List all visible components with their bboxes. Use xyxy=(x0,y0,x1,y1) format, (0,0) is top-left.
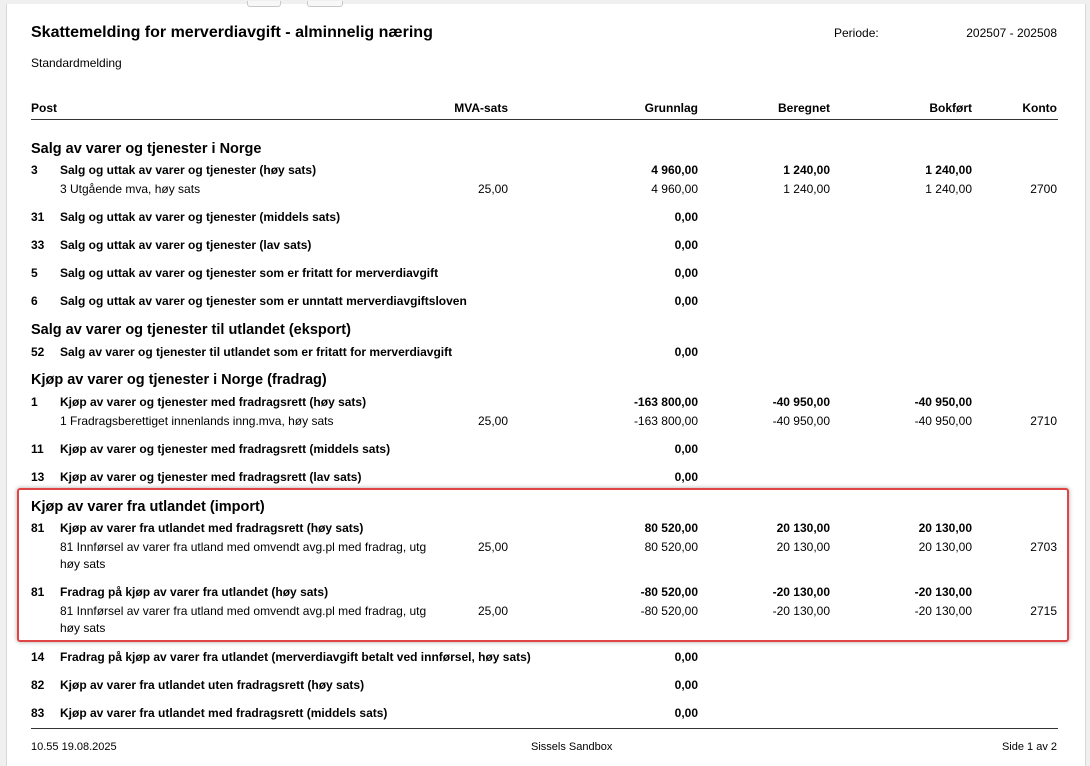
row-konto: 2703 xyxy=(1030,540,1057,554)
col-header-bokfort: Bokført xyxy=(929,101,972,115)
row-beregnet: 1 240,00 xyxy=(783,163,830,177)
row-bokfort: -40 950,00 xyxy=(914,414,972,428)
col-header-mva-sats: MVA-sats xyxy=(454,101,508,115)
row-post: 1 xyxy=(31,395,38,409)
row-sats: 25,00 xyxy=(477,414,508,428)
footer-rule xyxy=(31,728,1058,729)
row-text: Fradrag på kjøp av varer fra utlandet (høy sats) xyxy=(60,585,329,599)
period-label: Periode: xyxy=(834,26,879,40)
row-post: 13 xyxy=(31,470,45,484)
row-bokfort: -20 130,00 xyxy=(914,604,972,618)
row-grunnlag: 0,00 xyxy=(674,470,698,484)
col-header-konto: Konto xyxy=(1022,101,1057,115)
toolbar-tab-right[interactable] xyxy=(307,1,343,7)
row-grunnlag: -80 520,00 xyxy=(640,585,698,599)
row-bokfort: -20 130,00 xyxy=(914,585,972,599)
footer-timestamp: 10.55 19.08.2025 xyxy=(31,741,117,753)
row-beregnet: -40 950,00 xyxy=(772,395,830,409)
row-text: Salg og uttak av varer og tjenester som er unntatt merverdiavgiftsloven xyxy=(60,294,467,308)
col-header-post: Post xyxy=(31,101,58,115)
row-bokfort: 20 130,00 xyxy=(918,521,972,535)
section-title: Kjøp av varer fra utlandet (import) xyxy=(31,499,265,515)
row-grunnlag: 0,00 xyxy=(674,650,698,664)
period-value: 202507 - 202508 xyxy=(966,26,1057,40)
footer-page-number: Side 1 av 2 xyxy=(1001,741,1057,753)
row-grunnlag: 80 520,00 xyxy=(644,521,698,535)
row-beregnet: -40 950,00 xyxy=(772,414,830,428)
row-konto: 2715 xyxy=(1030,604,1057,618)
row-text: Salg av varer og tjenester til utlandet som er fritatt for merverdiavgift xyxy=(60,345,453,359)
row-grunnlag: 0,00 xyxy=(674,210,698,224)
row-sats: 25,00 xyxy=(477,604,508,618)
row-detail-text: 81 Innførsel av varer fra utland med omvendt avg.pl med fradrag, utg xyxy=(60,540,427,554)
row-text: Kjøp av varer fra utlandet uten fradragsrett (høy sats) xyxy=(60,678,365,692)
row-grunnlag: 4 960,00 xyxy=(651,182,698,196)
report-page xyxy=(6,4,1086,766)
row-detail-text: 81 Innførsel av varer fra utland med omvendt avg.pl med fradrag, utg xyxy=(60,604,427,618)
row-post: 81 xyxy=(31,585,45,599)
row-bokfort: -40 950,00 xyxy=(914,395,972,409)
row-sats: 25,00 xyxy=(477,182,508,196)
section-title: Salg av varer og tjenester i Norge xyxy=(31,141,262,157)
row-grunnlag: 0,00 xyxy=(674,345,698,359)
row-beregnet: 20 130,00 xyxy=(776,521,830,535)
row-post: 33 xyxy=(31,238,45,252)
row-detail-text-cont: høy sats xyxy=(60,621,106,635)
section-title: Salg av varer og tjenester til utlandet (eksport) xyxy=(31,322,351,338)
col-header-grunnlag: Grunnlag xyxy=(644,101,698,115)
row-text: Kjøp av varer og tjenester med fradragsrett (høy sats) xyxy=(60,395,367,409)
row-post: 3 xyxy=(31,163,38,177)
row-post: 52 xyxy=(31,345,45,359)
row-text: Kjøp av varer og tjenester med fradragsrett (middels sats) xyxy=(60,442,391,456)
row-grunnlag: -80 520,00 xyxy=(640,604,698,618)
row-beregnet: -20 130,00 xyxy=(772,585,830,599)
toolbar-tab-left[interactable] xyxy=(247,1,281,7)
row-post: 6 xyxy=(31,294,38,308)
row-grunnlag: 0,00 xyxy=(674,294,698,308)
row-text: Salg og uttak av varer og tjenester (middels sats) xyxy=(60,210,341,224)
row-detail-text: 1 Fradragsberettiget innenlands inng.mva, høy sats xyxy=(60,414,334,428)
col-header-beregnet: Beregnet xyxy=(777,101,830,115)
row-text: Salg og uttak av varer og tjenester (høy sats) xyxy=(60,163,317,177)
row-post: 82 xyxy=(31,678,45,692)
row-beregnet: 1 240,00 xyxy=(783,182,830,196)
row-detail-text: 3 Utgående mva, høy sats xyxy=(60,182,201,196)
row-bokfort: 1 240,00 xyxy=(925,182,972,196)
row-grunnlag: 0,00 xyxy=(674,238,698,252)
row-konto: 2700 xyxy=(1030,182,1057,196)
row-grunnlag: 0,00 xyxy=(674,266,698,280)
header-rule xyxy=(31,119,1058,120)
row-grunnlag: 0,00 xyxy=(674,442,698,456)
row-grunnlag: -163 800,00 xyxy=(633,395,698,409)
row-bokfort: 20 130,00 xyxy=(918,540,972,554)
row-text: Salg og uttak av varer og tjenester (lav sats) xyxy=(60,238,312,252)
row-post: 83 xyxy=(31,706,45,720)
row-grunnlag: 0,00 xyxy=(674,706,698,720)
row-grunnlag: 4 960,00 xyxy=(651,163,698,177)
row-text: Salg og uttak av varer og tjenester som er fritatt for merverdiavgift xyxy=(60,266,439,280)
row-text: Kjøp av varer fra utlandet med fradragsrett (middels sats) xyxy=(60,706,388,720)
row-text: Kjøp av varer fra utlandet med fradragsrett (høy sats) xyxy=(60,521,364,535)
row-grunnlag: -163 800,00 xyxy=(633,414,698,428)
report-title: Skattemelding for merverdiavgift - alminnelig næring xyxy=(31,24,433,41)
row-beregnet: 20 130,00 xyxy=(776,540,830,554)
row-post: 11 xyxy=(31,442,44,456)
footer-company: Sissels Sandbox xyxy=(531,741,613,753)
row-grunnlag: 80 520,00 xyxy=(644,540,698,554)
row-text: Kjøp av varer og tjenester med fradragsrett (lav sats) xyxy=(60,470,362,484)
row-bokfort: 1 240,00 xyxy=(925,163,972,177)
section-title: Kjøp av varer og tjenester i Norge (fradrag) xyxy=(31,372,327,388)
row-post: 81 xyxy=(31,521,45,535)
row-sats: 25,00 xyxy=(477,540,508,554)
row-post: 5 xyxy=(31,266,38,280)
row-grunnlag: 0,00 xyxy=(674,678,698,692)
row-detail-text-cont: høy sats xyxy=(60,557,106,571)
row-post: 14 xyxy=(31,650,45,664)
row-text: Fradrag på kjøp av varer fra utlandet (merverdiavgift betalt ved innførsel, høy sats) xyxy=(60,650,531,664)
row-konto: 2710 xyxy=(1030,414,1057,428)
row-post: 31 xyxy=(31,210,45,224)
report-subtitle: Standardmelding xyxy=(31,56,122,70)
row-beregnet: -20 130,00 xyxy=(772,604,830,618)
